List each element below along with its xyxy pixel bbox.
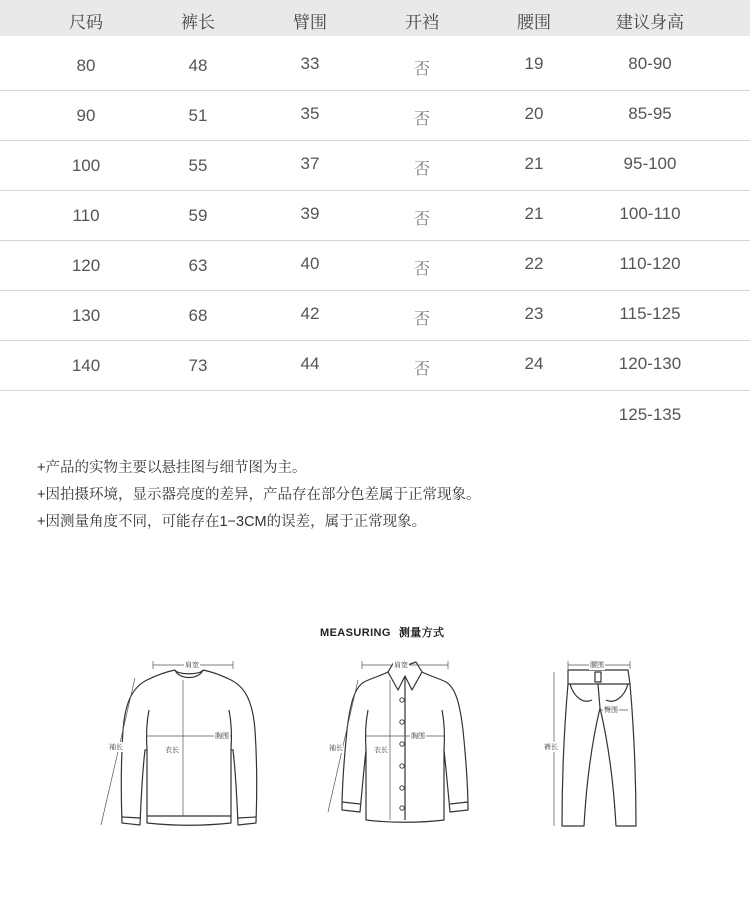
cell-crotch: 否	[413, 359, 430, 378]
cell-height: 100-110	[619, 204, 681, 223]
cell-size: 80	[76, 56, 96, 75]
cell-height: 110-120	[619, 254, 681, 273]
shirt-diagram	[320, 650, 490, 840]
measuring-title	[320, 624, 444, 640]
cell-size: 90	[76, 106, 96, 125]
cell-pants-length: 68	[188, 306, 208, 325]
table-header	[0, 0, 750, 36]
shirt-icon	[320, 650, 490, 840]
cell-size: 100	[71, 156, 101, 175]
table-row	[0, 90, 750, 141]
header-pants-length: 裤长	[181, 13, 215, 32]
cell-crotch: 否	[413, 159, 430, 178]
note-item: +产品的实物主要以悬挂图与细节图为主。	[37, 460, 307, 476]
cell-height: 95-100	[623, 154, 677, 173]
shirt-length-label: 衣长	[374, 747, 388, 754]
cell-height: 80-90	[628, 54, 672, 73]
cell-waist: 19	[524, 54, 544, 73]
table-row	[0, 40, 750, 91]
table-row	[0, 290, 750, 341]
sweater-shoulder-label: 肩宽	[185, 662, 199, 669]
measuring-title-en: MEASURING	[320, 627, 391, 639]
cell-crotch: 否	[413, 209, 430, 228]
sweater-chest-label: 胸围	[215, 733, 229, 740]
sweater-length-label: 衣长	[165, 747, 179, 754]
cell-waist: 24	[524, 354, 544, 373]
cell-waist: 21	[524, 154, 544, 173]
cell-arm: 42	[300, 304, 320, 323]
cell-pants-length: 59	[188, 206, 208, 225]
note-item: +因测量角度不同，可能存在1−3CM的误差，属于正常现象。	[37, 514, 427, 530]
shirt-chest-label: 胸围	[411, 733, 425, 740]
cell-arm: 35	[300, 104, 320, 123]
cell-arm: 44	[300, 354, 320, 373]
header-height: 建议身高	[616, 13, 684, 32]
cell-height: 120-130	[618, 354, 682, 373]
cell-size: 120	[71, 256, 101, 275]
cell-crotch: 否	[413, 59, 430, 78]
cell-waist: 22	[524, 254, 544, 273]
cell-waist: 21	[524, 204, 544, 223]
pants-thigh-label: 臀围	[604, 707, 618, 714]
cell-extra-height: 125-135	[618, 405, 682, 424]
cell-crotch: 否	[413, 309, 430, 328]
notes	[37, 455, 480, 536]
header-arm: 臂围	[293, 13, 327, 32]
cell-waist: 23	[524, 304, 544, 323]
cell-arm: 37	[300, 154, 320, 173]
cell-height: 85-95	[628, 104, 672, 123]
cell-pants-length: 73	[188, 356, 208, 375]
note-item: +因拍摄环境，显示器亮度的差异，产品存在部分色差属于正常现象。	[37, 487, 481, 503]
sweater-sleeve-label: 袖长	[109, 744, 123, 751]
shirt-sleeve-label: 袖长	[329, 745, 343, 752]
cell-arm: 40	[300, 254, 320, 273]
cell-pants-length: 48	[188, 56, 208, 75]
pants-diagram	[540, 650, 650, 840]
shirt-shoulder-label: 肩宽	[394, 662, 408, 669]
measuring-title-cn: 测量方式	[398, 627, 445, 639]
cell-waist: 20	[524, 104, 544, 123]
header-waist: 腰围	[517, 13, 551, 32]
cell-crotch: 否	[413, 109, 430, 128]
pants-waist-label: 腰围	[590, 662, 604, 669]
header-crotch: 开裆	[405, 13, 439, 32]
cell-size: 140	[71, 356, 101, 375]
measuring-illustrations	[0, 650, 750, 840]
cell-pants-length: 55	[188, 156, 208, 175]
table-row	[0, 140, 750, 191]
extra-height-row	[0, 403, 750, 433]
cell-arm: 33	[300, 54, 320, 73]
table-row	[0, 240, 750, 291]
cell-crotch: 否	[413, 259, 430, 278]
table-row	[0, 190, 750, 241]
pants-length-label: 裤长	[544, 744, 558, 751]
cell-arm: 39	[300, 204, 320, 223]
sweater-diagram	[95, 650, 280, 840]
table-row	[0, 340, 750, 391]
cell-size: 110	[72, 206, 100, 225]
cell-pants-length: 51	[188, 106, 208, 125]
cell-size: 130	[71, 306, 101, 325]
cell-height: 115-125	[619, 304, 681, 323]
header-size: 尺码	[69, 13, 103, 32]
cell-pants-length: 63	[188, 256, 208, 275]
